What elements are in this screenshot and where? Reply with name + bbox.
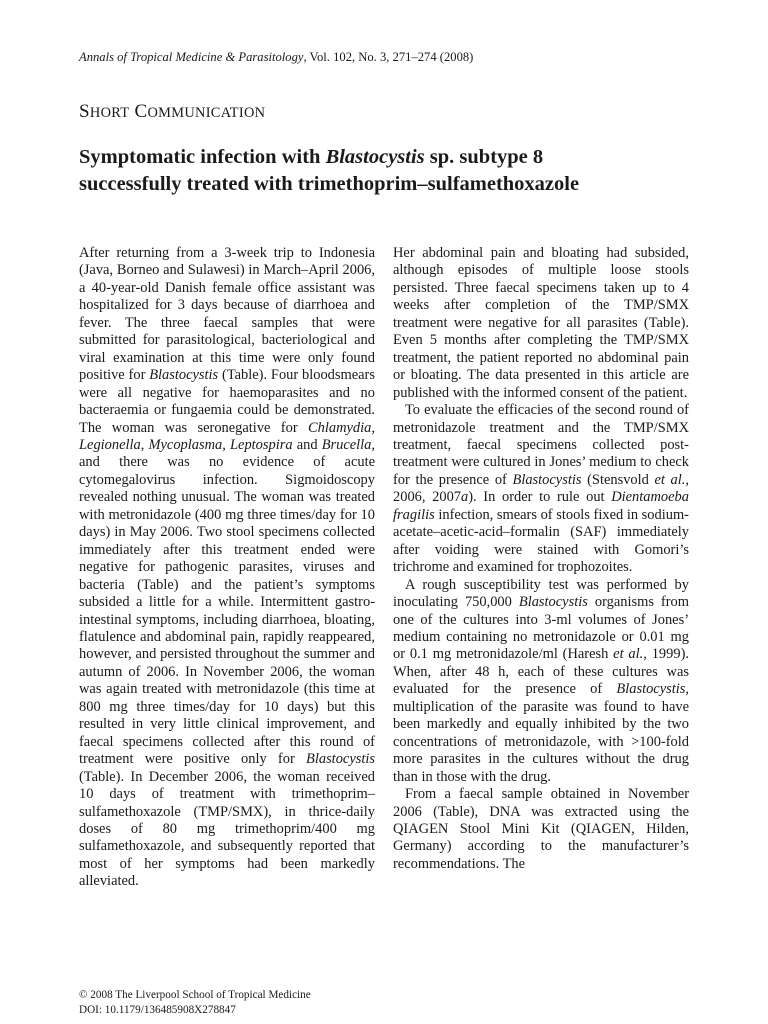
text-run: , multiplication of the parasite was found to have been markedly and equally inhibited by the two concentrations of metronidazole, with >100-fold more parasites in the cultures without the drug than in those with the drug. <box>393 681 689 785</box>
italic-run: Dientamoeba fragilis <box>393 489 689 523</box>
text-run: , <box>140 436 149 453</box>
copyright-line: © 2008 The Liverpool School of Tropical Medicine <box>79 989 311 1001</box>
text-run: After returning from a 3-week trip to Indonesia (Java, Borneo and Sulawesi) in March–April 2006, a 40-year-old Danish female office assistant was hospitalized for 3 days because of diarrhoea and fever. The three faecal samples that were submitted for parasitological, bacteriological and viral examination at this time were only found positive for <box>79 245 375 384</box>
text-run: , 1999). When, after 48 h, each of these cultures was evaluated for the presence of <box>393 646 689 698</box>
text-run: ). In order to rule out <box>468 489 612 506</box>
right-paragraph-4: From a faecal sample obtained in November 2006 (Table), DNA was extracted using the QIAGEN Stool Mini Kit (QIAGEN, Hilden, Germany) according to the manufacturer’s recommendations. The <box>393 786 689 872</box>
title-line-2: successfully treated with trimethoprim–sulfamethoxazole <box>79 173 580 195</box>
italic-run: Blastocystis <box>306 751 375 768</box>
italic-run: et al. <box>613 646 644 663</box>
section-heading <box>79 101 265 123</box>
page-footer <box>79 988 311 1018</box>
text-run: , 2006, 2007 <box>393 471 689 506</box>
italic-run: Blastocystis <box>616 681 686 698</box>
text-run: (Table). Four bloodsmears were all negative for haemoparasites and no bacteraemia or fungaemia could be demonstrated. The woman was seronegative for <box>79 367 375 436</box>
right-column <box>393 245 689 873</box>
right-paragraph-1: Her abdominal pain and bloating had subsided, although episodes of multiple loose stools persisted. Three faecal specimens taken up to 4 weeks after completion of the TMP/SMX treatment were negative for all parasites (Table). Even 5 months after completing the TMP/SMX treatment, the patient reported no abdominal pain or bloating. The data presented in this article are published with the informed consent of the patient. <box>393 245 689 401</box>
title-part-1: Symptomatic infection with <box>79 146 326 168</box>
right-paragraph-2 <box>393 402 689 577</box>
article-title <box>79 144 719 198</box>
text-run: (Stensvold <box>581 471 655 488</box>
journal-details: , Vol. 102, No. 3, 271–274 (2008) <box>303 50 474 64</box>
text-run: , and there was no evidence of acute cytomegalovirus infection. Sigmoidoscopy revealed nothing unusual. The woman was treated with metronidazole (400 mg three times/day for 10 days) in May 2006. Two stool specimens collected immediately after this treatment ended were negative for pathogenic parasites, viruses and bacteria (Table) and the patient’s symptoms subsided a little for a while. Intermittent gastro-intestinal symptoms, including diarrhoea, bloating, flatulence and abdominal pain, rapidly reappeared, however, and persisted throughout the summer and autumn of 2006. In November 2006, the woman was again treated with metronidazole (this time at 800 mg three times/day for 10 days) but this resulted in very little clinical improvement, and faecal specimens collected after this round of treatment were positive only for <box>79 436 376 768</box>
section-initial-1: S <box>79 101 90 122</box>
italic-run: a <box>461 489 469 506</box>
text-run: A rough susceptibility test was performed by inoculating 750,000 <box>393 576 689 611</box>
italic-run: Brucella <box>321 436 372 453</box>
left-column <box>79 245 375 891</box>
italic-run: Leptospira <box>230 436 293 453</box>
journal-citation <box>79 50 473 65</box>
section-initial-2: C <box>134 101 148 122</box>
section-rest-2: OMMUNICATION <box>147 105 266 121</box>
italic-run: Blastocystis <box>149 367 219 384</box>
text-run: , <box>371 419 375 436</box>
left-paragraph <box>79 245 375 891</box>
italic-run: Chlamydia <box>308 419 372 436</box>
italic-run: Mycoplasma <box>148 436 223 453</box>
text-run: , <box>222 436 231 453</box>
text-run: To evaluate the efficacies of the second round of metronidazole treatment and the TMP/SMX treatment, faecal specimens collected post-treatment were cultured in Jones’ medium to check for the presence of <box>393 402 689 488</box>
italic-run: Blastocystis <box>512 471 582 488</box>
right-paragraph-3 <box>393 577 689 786</box>
section-rest-1: HORT <box>89 105 130 121</box>
journal-name: Annals of Tropical Medicine & Parasitology <box>79 50 304 64</box>
italic-run: et al. <box>654 471 686 488</box>
title-part-2: sp. subtype 8 <box>424 146 544 168</box>
italic-run: Legionella <box>79 436 141 453</box>
italic-run: Blastocystis <box>518 594 588 611</box>
text-run: and <box>292 436 322 453</box>
doi-line: DOI: 10.1179/136485908X278847 <box>79 1004 236 1016</box>
title-italic: Blastocystis <box>325 146 425 168</box>
text-run: organisms from one of the cultures into 3-ml volumes of Jones’ medium containing no metronidazole or 0.01 mg or 0.1 mg metronidazole/ml (Haresh <box>393 594 689 663</box>
text-run: (Table). In December 2006, the woman received 10 days of treatment with trimethoprim–sulfamethoxazole (TMP/SMX), in thrice-daily doses of 80 mg trimethoprim/400 mg sulfamethoxazole, and subsequently reported that most of her symptoms had been markedly alleviated. <box>79 768 375 890</box>
text-run: infection, smears of stools fixed in sodium-acetate–acetic-acid–formalin (SAF) immediately after voiding were stained with Gomori’s trichrome and examined for trophozoites. <box>393 506 689 576</box>
